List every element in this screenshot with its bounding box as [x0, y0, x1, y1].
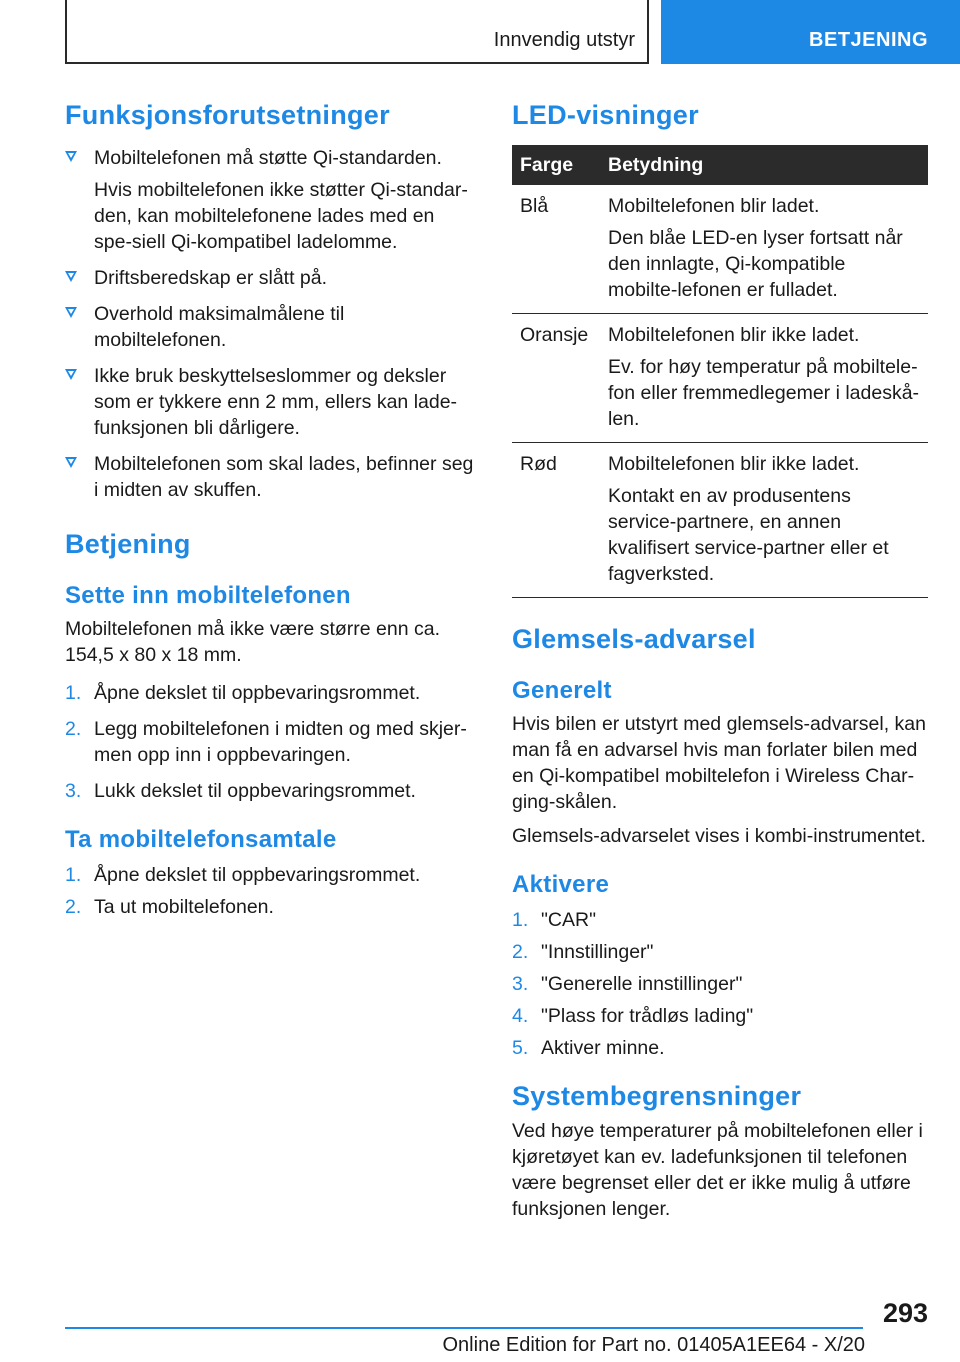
- header-section-title: Innvendig utstyr: [493, 29, 635, 51]
- list-item: 2. "Innstillinger": [512, 941, 654, 963]
- header-chapter-tab: [661, 0, 960, 64]
- footer-edition: Online Edition for Part no. 01405A1EE64 - X/20: [442, 1334, 865, 1356]
- ta-heading: Ta mobiltelefonsamtale: [65, 826, 337, 853]
- generelt-paragraph-1: Hvis bilen er utstyrt med glemsels-advarsel, kan man få en advarsel hvis man forlater bilen med en Qi-kompatibel mobiltelefon i Wireless Char-ging-skålen.: [512, 713, 926, 813]
- sette-steps: [65, 680, 477, 804]
- header-chapter-title: BETJENING: [809, 29, 928, 51]
- list-item: 1. Åpne dekslet til oppbevaringsrommet.: [65, 864, 421, 886]
- cell-meaning: Mobiltelefonen blir ikke ladet. Kontakt en av produsentens service-partnere, en annen kvalifisert service-partner eller et fagverksted.: [600, 443, 928, 598]
- aktivere-steps: [512, 907, 928, 1061]
- list-item: 4. "Plass for trådløs lading": [512, 1005, 754, 1027]
- funksjon-list: [65, 145, 477, 503]
- table-header-row: [512, 145, 928, 185]
- header-section-tab: [65, 0, 649, 64]
- list-item-note: Hvis mobiltelefonen ikke støtter Qi-standar-den, kan mobiltelefonene lades med en spe-siell Qi-kompatibel ladelomme.: [94, 179, 468, 253]
- column-header-farge: Farge: [512, 145, 600, 185]
- glemsel-heading: Glemsels-advarsel: [512, 624, 756, 654]
- left-column: [65, 100, 477, 930]
- triangle-bullet-icon: [65, 307, 77, 318]
- cell-color: Rød: [512, 443, 600, 598]
- list-item: Overhold maksimalmålene til mobiltelefonen.: [65, 301, 477, 353]
- list-item: Driftsberedskap er slått på.: [65, 265, 477, 291]
- list-item: 2. Ta ut mobiltelefonen.: [65, 896, 274, 918]
- sette-text: Mobiltelefonen må ikke være større enn ca. 154,5 x 80 x 18 mm.: [65, 618, 440, 666]
- triangle-bullet-icon: [65, 151, 77, 162]
- triangle-bullet-icon: [65, 271, 77, 282]
- table-row: [512, 185, 928, 314]
- sette-heading: Sette inn mobiltelefonen: [65, 582, 351, 609]
- cell-color: Oransje: [512, 314, 600, 443]
- cell-meaning: Mobiltelefonen blir ladet. Den blåe LED-en lyser fortsatt når den innlagte, Qi-kompatible mobilte-lefonen er fulladet.: [600, 185, 928, 314]
- funksjon-heading: Funksjonsforutsetninger: [65, 100, 390, 130]
- list-item: 1. Åpne dekslet til oppbevaringsrommet.: [65, 682, 421, 704]
- cell-color: Blå: [512, 185, 600, 314]
- system-text: Ved høye temperaturer på mobiltelefonen eller i kjøretøyet kan ev. ladefunksjonen til telefonen være begrenset eller det er ikke mulig å utføre funksjonen lenger.: [512, 1120, 923, 1220]
- triangle-bullet-icon: [65, 369, 77, 380]
- list-item: Ikke bruk beskyttelseslommer og deksler som er tykkere enn 2 mm, ellers kan lade-funksjonen bli dårligere.: [65, 363, 477, 441]
- list-item: 1. "CAR": [512, 909, 597, 931]
- aktivere-heading: Aktivere: [512, 871, 610, 898]
- list-item: 3. "Generelle innstillinger": [512, 973, 743, 995]
- footer-divider: [65, 1327, 863, 1329]
- ta-steps: [65, 862, 477, 920]
- cell-meaning: Mobiltelefonen blir ikke ladet. Ev. for høy temperatur på mobiltele-fon eller fremmedlegemer i ladeskå-len.: [600, 314, 928, 443]
- list-item: 5. Aktiver minne.: [512, 1037, 665, 1059]
- led-heading: LED-visninger: [512, 100, 699, 130]
- page-number: 293: [882, 1298, 928, 1328]
- right-column: [512, 100, 928, 1222]
- triangle-bullet-icon: [65, 457, 77, 468]
- system-heading: Systembegrensninger: [512, 1081, 802, 1111]
- column-header-betydning: Betydning: [600, 145, 928, 185]
- led-table: [512, 145, 928, 598]
- table-row: [512, 443, 928, 598]
- betjening-heading: Betjening: [65, 529, 191, 559]
- generelt-heading: Generelt: [512, 677, 612, 704]
- list-item: 3. Lukk dekslet til oppbevaringsrommet.: [65, 780, 416, 802]
- table-row: [512, 314, 928, 443]
- list-item: Mobiltelefonen som skal lades, befinner seg i midten av skuffen.: [65, 451, 477, 503]
- list-item: Mobiltelefonen må støtte Qi-standarden. Hvis mobiltelefonen ikke støtter Qi-standar-den, kan mobiltelefonene lades med en spe-siell Qi-kompatibel ladelomme.: [65, 145, 477, 255]
- generelt-paragraph-2: Glemsels-advarselet vises i kombi-instrumentet.: [512, 825, 926, 847]
- list-item: 2. Legg mobiltelefonen i midten og med skjer-men opp inn i oppbevaringen.: [65, 718, 467, 766]
